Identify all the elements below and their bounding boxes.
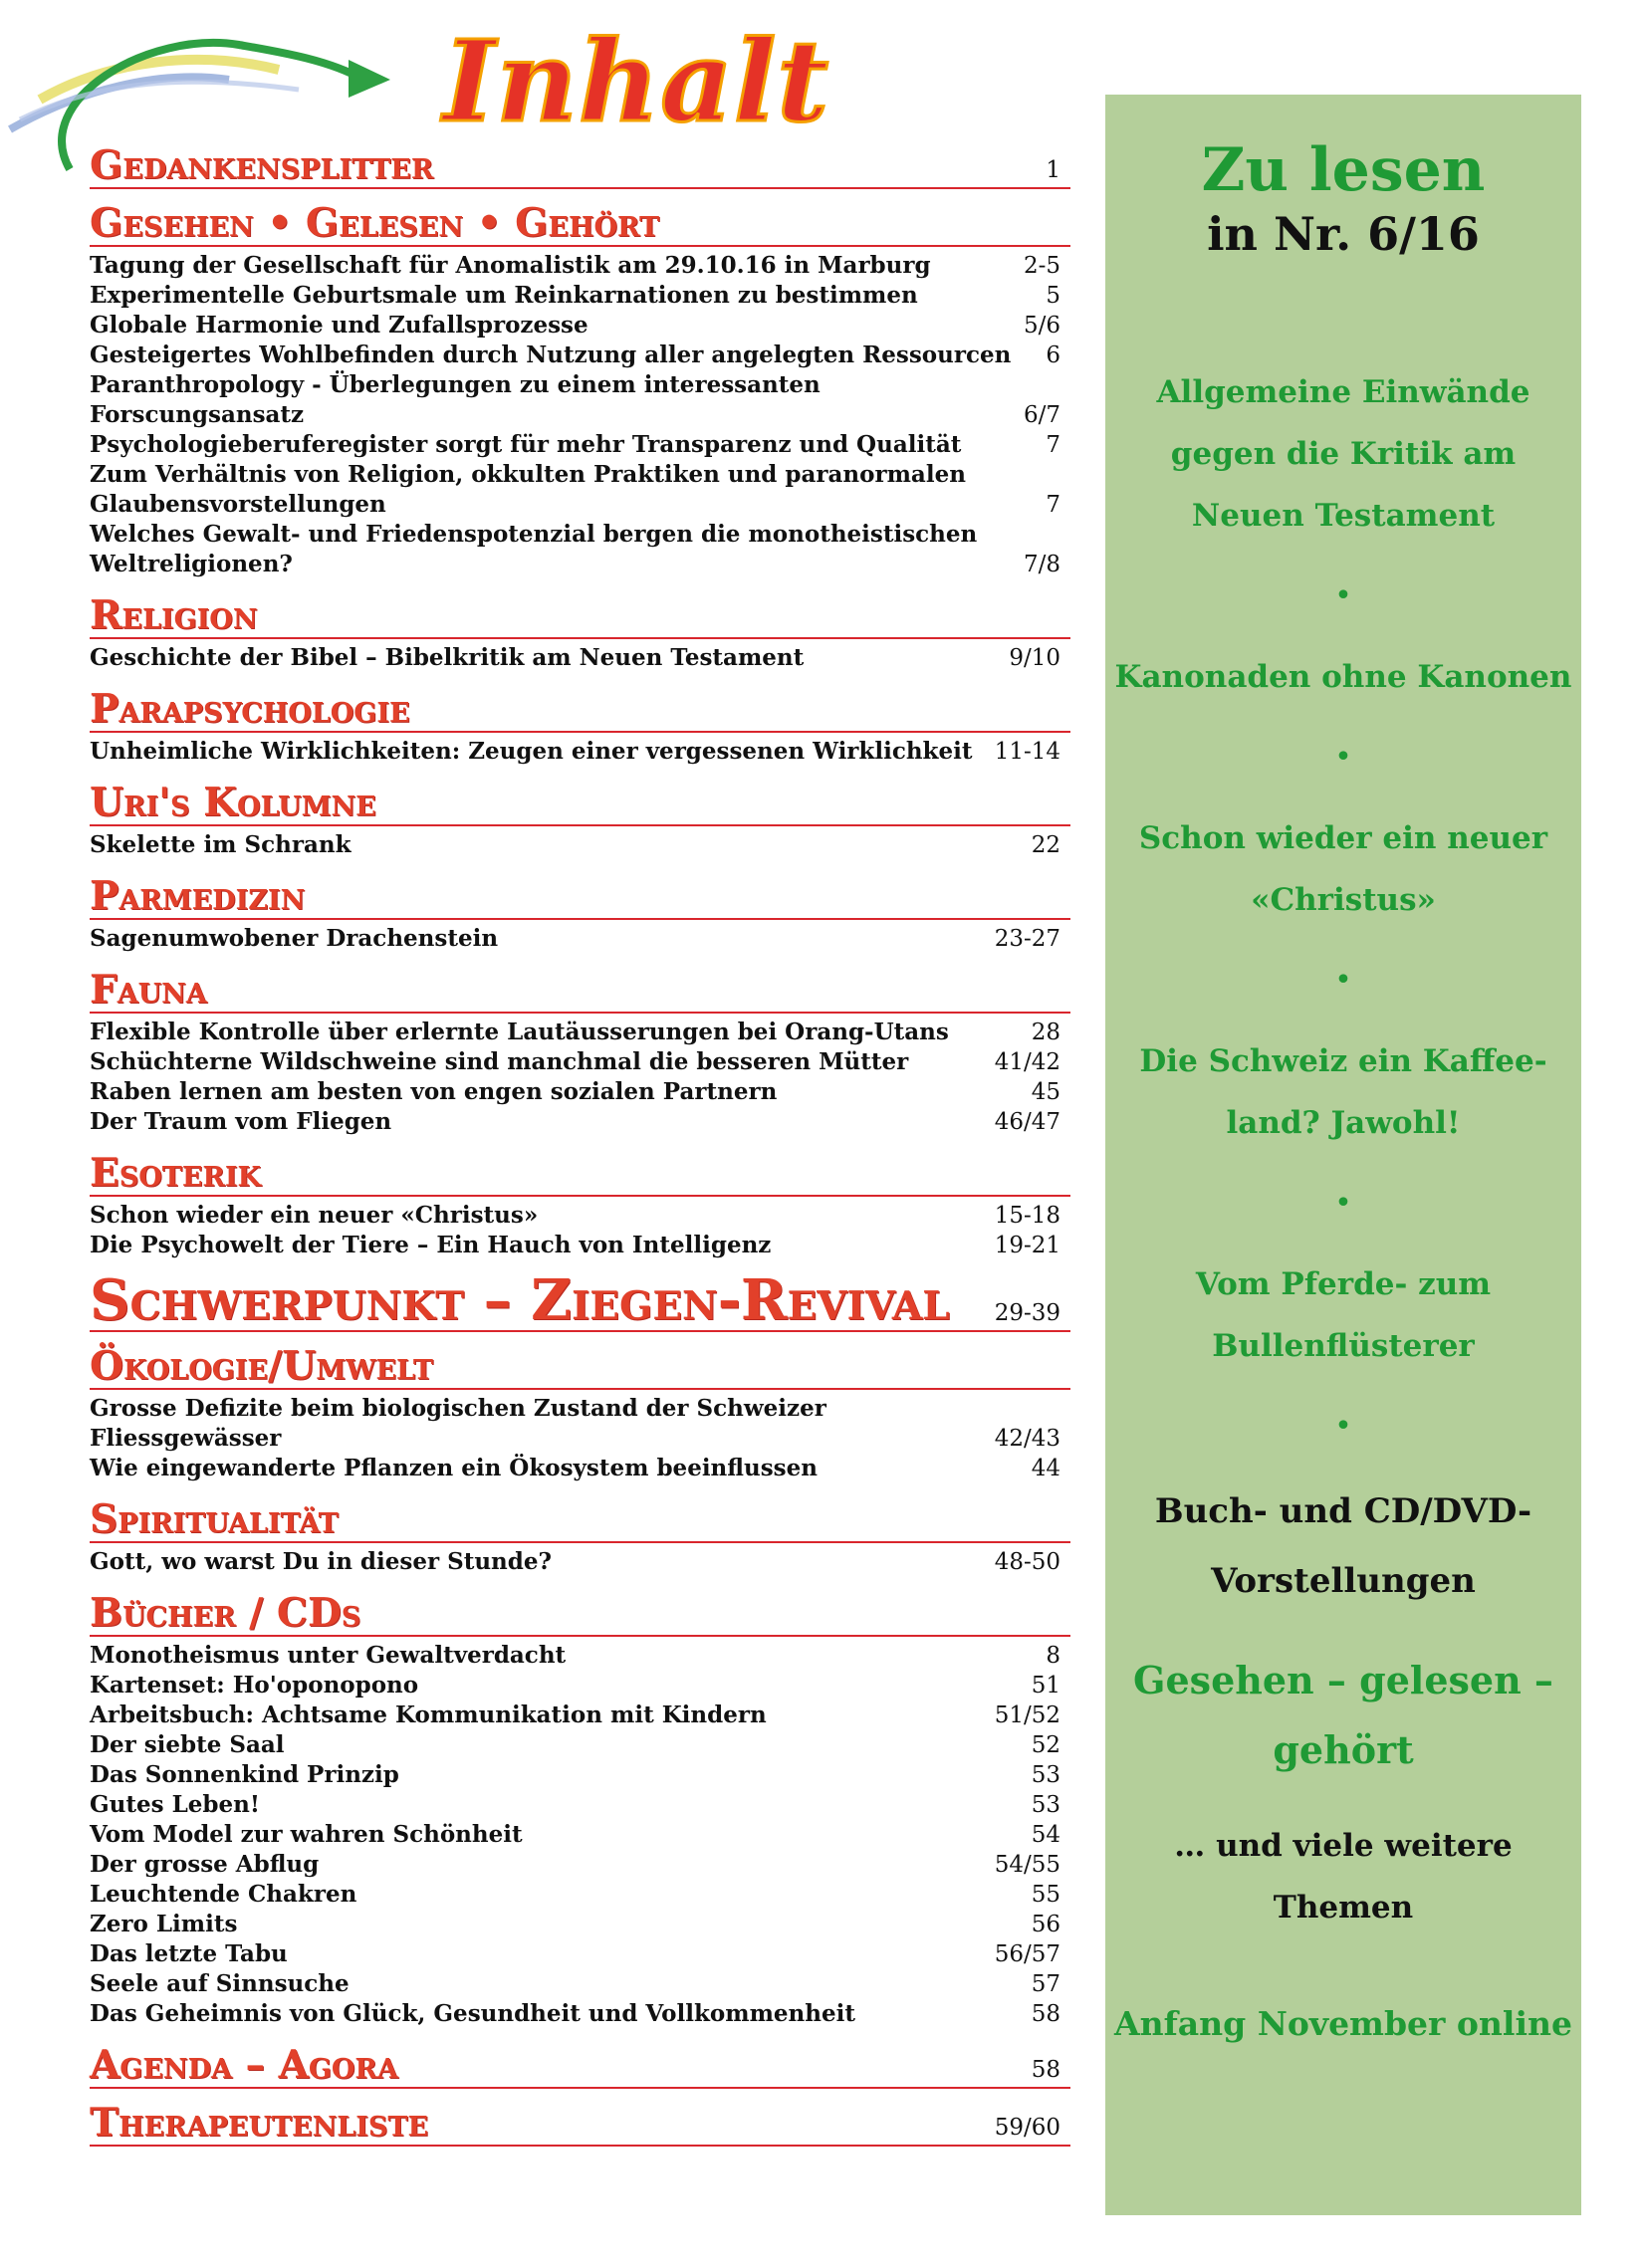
sidebar-content (1105, 361, 1581, 2055)
section-title: Parapsychologie (90, 686, 410, 732)
entry-page-number: 28 (1031, 1020, 1060, 1045)
bullet-separator: • (1334, 963, 1352, 998)
section-heading (90, 197, 1070, 247)
toc-section (90, 1493, 1070, 1587)
toc-entry (90, 1047, 1060, 1077)
section-heading (90, 1340, 1070, 1390)
toc-entry (90, 1880, 1060, 1910)
entry-page-number: 15-18 (994, 1203, 1060, 1229)
toc-entry (90, 1999, 1060, 2029)
toc-section (90, 1267, 1070, 1340)
toc-entry (90, 737, 1060, 767)
section-title: Uri's Kolumne (90, 780, 376, 825)
section-heading (90, 2097, 1070, 2147)
toc-entry (90, 1939, 1060, 1969)
toc-entry (90, 1730, 1060, 1760)
entry-title: Arbeitsbuch: Achtsame Kommunikation mit Kindern (90, 1701, 767, 1728)
section-title: Religion (90, 592, 258, 638)
toc-entry (90, 1231, 1060, 1260)
entry-title: Das Sonnenkind Prinzip (90, 1761, 399, 1788)
entry-page-number: 2-5 (1023, 253, 1060, 279)
entry-title: Leuchtende Chakren (90, 1881, 357, 1908)
section-page-number: 59/60 (994, 2115, 1060, 2141)
sidebar-title: Zu lesen (1201, 135, 1486, 205)
toc-entry (90, 1701, 1060, 1730)
toc-section (90, 777, 1070, 870)
section-title: Parmedizin (90, 873, 306, 919)
toc-entry (90, 340, 1060, 370)
toc-entry (90, 1641, 1060, 1671)
toc-section (90, 964, 1070, 1147)
entry-title: Raben lernen am besten von engen sozialen Partnern (90, 1078, 778, 1105)
section-heading (90, 1267, 1070, 1333)
entry-title: Grosse Defizite beim biologischen Zustand der Schweizer Fliessgewässer (90, 1395, 826, 1452)
section-heading (90, 964, 1070, 1014)
section-title: Gedankensplitter (90, 142, 434, 188)
toc-entry (90, 1850, 1060, 1880)
toc-entry (90, 460, 1060, 520)
section-heading (90, 683, 1070, 733)
entry-page-number: 41/42 (994, 1049, 1060, 1075)
section-title: Bücher / CDs (90, 1590, 361, 1636)
sidebar-teaser: Kanonaden ohne Kanonen (1114, 659, 1572, 695)
entry-title: Wie eingewanderte Pflanzen ein Ökosystem beeinflussen (90, 1455, 818, 1481)
toc-entry (90, 924, 1060, 954)
entry-title: Globale Harmonie und Zufallsprozesse (90, 312, 588, 339)
sidebar-online: Anfang November online (1113, 2004, 1572, 2043)
section-heading (90, 870, 1070, 920)
section-title: Schwerpunkt – Ziegen-Revival (90, 1267, 950, 1333)
entry-title: Welches Gewalt- und Friedenspotenzial bergen die monotheistischen Weltreligionen? (90, 521, 978, 577)
section-heading (90, 1147, 1070, 1197)
section-page-number: 1 (1046, 157, 1060, 183)
entry-page-number: 7 (1046, 492, 1060, 518)
sidebar-gesehen: Gesehen – gelesen – gehört (1133, 1658, 1553, 1772)
entry-title: Die Psychowelt der Tiere – Ein Hauch von Intelligenz (90, 1232, 772, 1258)
entry-page-number: 54/55 (994, 1852, 1060, 1878)
entry-page-number: 19-21 (994, 1233, 1060, 1258)
entry-page-number: 44 (1031, 1456, 1060, 1481)
toc-entry (90, 1547, 1060, 1577)
toc-entry (90, 1910, 1060, 1939)
entry-page-number: 23-27 (994, 926, 1060, 952)
entry-title: Sagenumwobener Drachenstein (90, 925, 499, 952)
toc-entry (90, 311, 1060, 340)
toc-entry (90, 1454, 1060, 1483)
toc-entry (90, 643, 1060, 673)
toc-section (90, 683, 1070, 777)
entry-page-number: 54 (1031, 1822, 1060, 1848)
entry-title: Experimentelle Geburtsmale um Reinkarnationen zu bestimmen (90, 282, 918, 309)
entry-title: Das Geheimnis von Glück, Gesundheit und Vollkommenheit (90, 2000, 855, 2027)
entry-page-number: 7 (1046, 432, 1060, 458)
entry-page-number: 45 (1031, 1079, 1060, 1105)
entry-title: Seele auf Sinnsuche (90, 1970, 350, 1997)
toc-entry (90, 281, 1060, 311)
section-title: Ökologie/Umwelt (90, 1343, 433, 1389)
bullet-separator: • (1334, 1186, 1352, 1221)
entry-title: Schüchterne Wildschweine sind manchmal die besseren Mütter (90, 1048, 909, 1075)
section-page-number: 58 (1031, 2057, 1060, 2083)
section-heading (90, 139, 1070, 189)
sidebar-teaser: Allgemeine Einwände gegen die Kritik am Neuen Testament (1156, 374, 1530, 534)
entry-page-number: 48-50 (994, 1549, 1060, 1575)
table-of-contents (90, 139, 1070, 2155)
bullet-separator: • (1334, 578, 1352, 613)
toc-entry (90, 1107, 1060, 1137)
entry-page-number: 53 (1031, 1792, 1060, 1818)
teaser-sidebar (1105, 95, 1581, 2215)
toc-entry (90, 520, 1060, 579)
toc-section (90, 2097, 1070, 2155)
toc-entry (90, 1820, 1060, 1850)
entry-page-number: 58 (1031, 2001, 1060, 2027)
entry-page-number: 7/8 (1023, 552, 1060, 577)
section-heading (90, 589, 1070, 639)
entry-title: Skelette im Schrank (90, 831, 352, 858)
sidebar-books: Buch- und CD/DVD- Vorstellungen (1154, 1491, 1532, 1601)
entry-title: Flexible Kontrolle über erlernte Lautäusserungen bei Orang-Utans (90, 1019, 949, 1045)
bullet-separator: • (1334, 1409, 1352, 1444)
entry-title: Das letzte Tabu (90, 1940, 288, 1967)
entry-page-number: 56 (1031, 1912, 1060, 1937)
entry-page-number: 8 (1046, 1643, 1060, 1669)
entry-page-number: 46/47 (994, 1109, 1060, 1135)
entry-title: Zum Verhältnis von Religion, okkulten Praktiken und paranormalen Glaubensvorstellungen (90, 461, 966, 518)
page-title: Inhalt (443, 17, 830, 147)
toc-section (90, 1147, 1070, 1270)
entry-title: Monotheismus unter Gewaltverdacht (90, 1642, 567, 1669)
entry-page-number: 57 (1031, 1971, 1060, 1997)
toc-entry (90, 1760, 1060, 1790)
sidebar-teaser: Schon wieder ein neuer «Christus» (1138, 820, 1548, 918)
entry-page-number: 6 (1046, 342, 1060, 368)
toc-section (90, 1587, 1070, 2039)
entry-page-number: 6/7 (1023, 402, 1060, 428)
section-heading (90, 1493, 1070, 1543)
section-heading (90, 2039, 1070, 2089)
section-heading (90, 777, 1070, 826)
toc-entry (90, 1969, 1060, 1999)
toc-entry (90, 1077, 1060, 1107)
sidebar-teaser: Die Schweiz ein Kaffee- land? Jawohl! (1139, 1043, 1547, 1141)
bullet-separator: • (1334, 740, 1352, 775)
entry-title: Psychologieberuferegister sorgt für mehr Transparenz und Qualität (90, 431, 962, 458)
toc-entry (90, 370, 1060, 430)
toc-entry (90, 430, 1060, 460)
section-title: Therapeutenliste (90, 2100, 429, 2146)
section-title: Agenda – Agora (90, 2042, 398, 2088)
entry-title: Gesteigertes Wohlbefinden durch Nutzung aller angelegten Ressourcen (90, 341, 1012, 368)
toc-entry (90, 830, 1060, 860)
entry-page-number: 22 (1031, 832, 1060, 858)
entry-page-number: 42/43 (994, 1426, 1060, 1452)
section-title: Gesehen • Gelesen • Gehört (90, 200, 660, 246)
toc-entry (90, 1201, 1060, 1231)
entry-title: Der siebte Saal (90, 1731, 285, 1758)
entry-title: Der grosse Abflug (90, 1851, 320, 1878)
entry-title: Paranthropology - Überlegungen zu einem interessanten Forscungsansatz (90, 371, 821, 428)
sidebar-more: … und viele weitere Themen (1174, 1828, 1513, 1926)
entry-page-number: 51/52 (994, 1702, 1060, 1728)
entry-title: Der Traum vom Fliegen (90, 1108, 392, 1135)
section-title: Spiritualität (90, 1496, 339, 1542)
toc-section (90, 2039, 1070, 2097)
entry-page-number: 5/6 (1023, 313, 1060, 339)
section-heading (90, 1587, 1070, 1637)
entry-page-number: 56/57 (994, 1941, 1060, 1967)
section-page-number: 29-39 (994, 1300, 1060, 1326)
toc-section (90, 870, 1070, 964)
entry-title: Kartenset: Ho'oponopono (90, 1672, 419, 1699)
entry-title: Vom Model zur wahren Schönheit (90, 1821, 523, 1848)
entry-page-number: 51 (1031, 1673, 1060, 1699)
toc-section (90, 197, 1070, 589)
toc-entry (90, 1018, 1060, 1047)
entry-page-number: 5 (1046, 283, 1060, 309)
entry-title: Unheimliche Wirklichkeiten: Zeugen einer vergessenen Wirklichkeit (90, 738, 973, 765)
entry-page-number: 53 (1031, 1762, 1060, 1788)
entry-title: Gutes Leben! (90, 1791, 260, 1818)
entry-title: Geschichte der Bibel – Bibelkritik am Neuen Testament (90, 644, 805, 671)
toc-entry (90, 1790, 1060, 1820)
section-title: Fauna (90, 967, 207, 1013)
sidebar-subtitle: in Nr. 6/16 (1207, 207, 1480, 261)
toc-section (90, 1340, 1070, 1493)
entry-title: Schon wieder ein neuer «Christus» (90, 1202, 539, 1229)
sidebar-teaser: Vom Pferde- zum Bullenflüsterer (1195, 1266, 1492, 1364)
entry-page-number: 55 (1031, 1882, 1060, 1908)
toc-entry (90, 1394, 1060, 1454)
toc-entry (90, 1671, 1060, 1701)
toc-section (90, 589, 1070, 683)
entry-title: Tagung der Gesellschaft für Anomalistik am 29.10.16 in Marburg (90, 252, 931, 279)
toc-section (90, 139, 1070, 197)
entry-title: Zero Limits (90, 1911, 238, 1937)
entry-page-number: 9/10 (1009, 645, 1060, 671)
entry-page-number: 52 (1031, 1732, 1060, 1758)
toc-entry (90, 251, 1060, 281)
entry-page-number: 11-14 (994, 739, 1060, 765)
section-title: Esoterik (90, 1150, 261, 1196)
entry-title: Gott, wo warst Du in dieser Stunde? (90, 1548, 552, 1575)
